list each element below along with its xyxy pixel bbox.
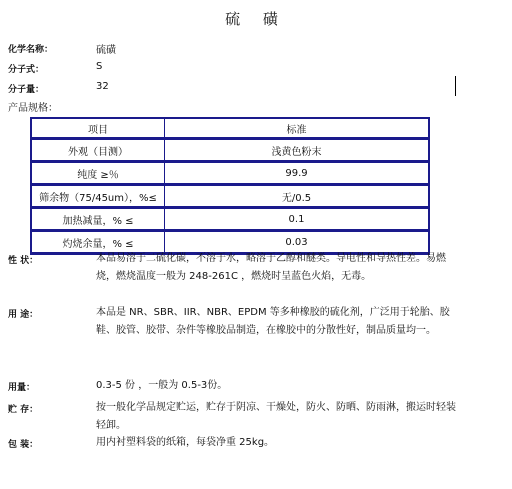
properties-label: 性 状：: [8, 256, 39, 266]
table-cell: 加热减量，% ≤: [31, 208, 165, 231]
table-row: [31, 208, 429, 231]
table-row: [31, 185, 429, 208]
page-title: 硫 磺: [225, 10, 287, 28]
header-item: 项目: [31, 118, 165, 139]
dosage-label: 用量：: [8, 383, 36, 393]
table-header-row: [31, 118, 429, 139]
chemical-name-value: 硫磺: [96, 45, 116, 56]
storage-text: 按一般化学品规定贮运，贮存于阴凉、干燥处，防火、防晒、防雨淋，搬运时轻装轻卸。: [96, 402, 456, 431]
usage-text: 本品是 NR、SBR、IIR、NBR、EPDM 等多种橡胶的硫化剂，广泛用于轮胎、胶鞋、胶管、胶带、杂件等橡胶品制造，在橡胶中的分散性好，制品质量均一。: [96, 307, 450, 336]
spec-title: 产品规格：: [8, 103, 58, 114]
molecular-weight-label: 分子量：: [8, 85, 45, 95]
table-cell: 0.1: [165, 208, 430, 231]
molecular-formula-label: 分子式：: [8, 65, 45, 75]
text-cursor: [455, 76, 456, 96]
table-cell: 99.9: [165, 162, 430, 185]
table-cell: 筛余物（75/45um），%≤: [31, 185, 165, 208]
molecular-weight-value: 32: [96, 81, 109, 92]
packaging-label: 包 装：: [8, 440, 39, 450]
table-cell: 浅黄色粉末: [165, 139, 430, 162]
dosage-text: 0.3-5 份 ，一般为 0.5-3份。: [96, 380, 228, 391]
usage-label: 用 途：: [8, 310, 39, 320]
storage-label: 贮 存：: [8, 405, 39, 415]
table-row: [31, 162, 429, 185]
properties-text: 本品易溶于二硫化碳，不溶于水，略溶于乙醇和醚类。导电性和导热性差。易燃烧，燃烧温度一般为 248-261C ，燃烧时呈蓝色火焰，无毒。: [96, 253, 446, 282]
table-cell: 0.03: [165, 231, 430, 254]
chemical-name-label: 化学名称：: [8, 45, 54, 55]
table-cell: 无/0.5: [165, 185, 430, 208]
spec-table: [30, 117, 430, 255]
header-standard: 标准: [165, 118, 430, 139]
table-cell: 纯度 ≥％: [31, 162, 165, 185]
table-cell: 外观（目测）: [31, 139, 165, 162]
packaging-text: 用内衬塑料袋的纸箱，每袋净重 25kg。: [96, 437, 275, 448]
molecular-formula-value: S: [96, 61, 103, 72]
table-cell: 灼烧余量，% ≤: [31, 231, 165, 254]
table-row: [31, 139, 429, 162]
